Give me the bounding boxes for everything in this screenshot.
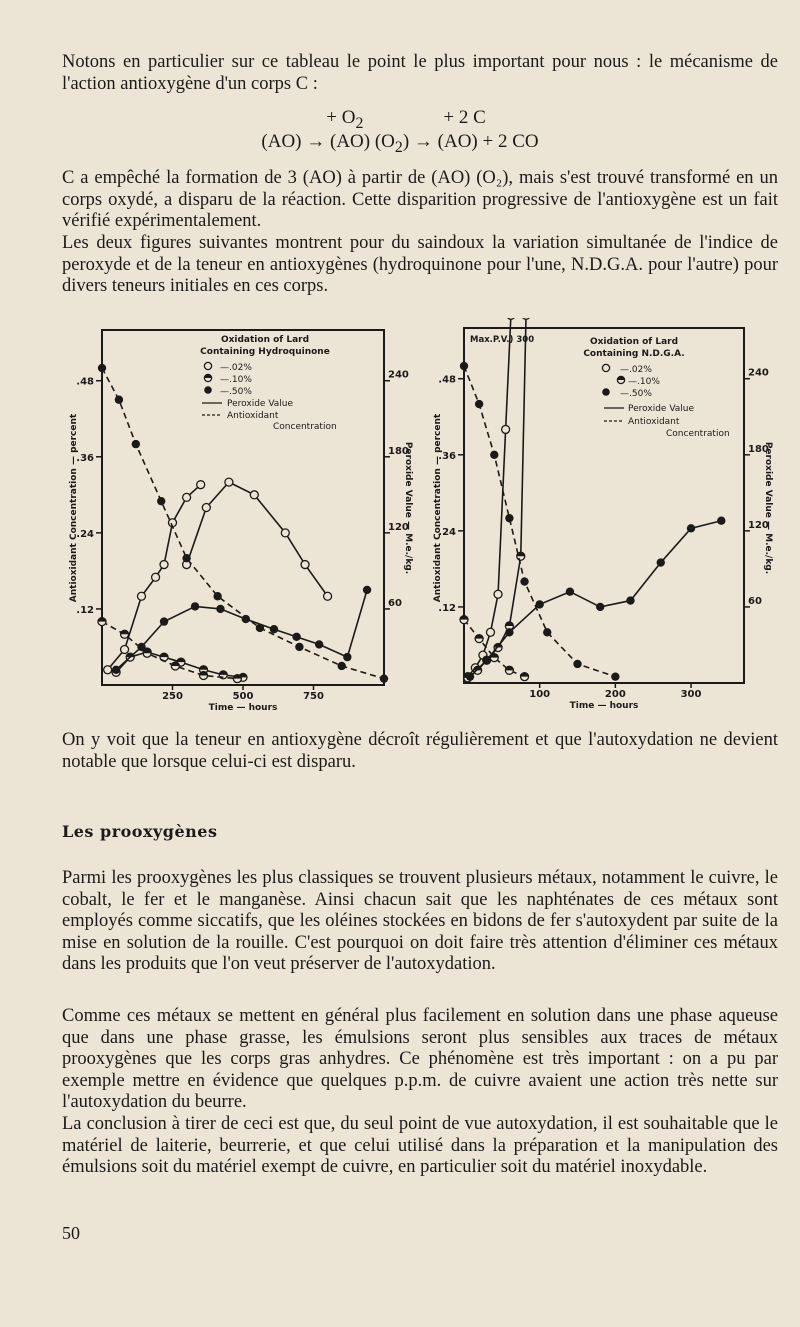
x-axis-label: Time — hours [208, 703, 278, 713]
legend-line-label-2: Concentration [273, 422, 337, 432]
data-point [171, 662, 179, 670]
reagent-carbon: + 2 C [443, 107, 486, 128]
y-left-axis-label: Antioxidant Concentration — percent [433, 413, 443, 603]
data-point [270, 625, 278, 633]
data-point [115, 396, 123, 404]
paragraph-intro: Notons en particulier sur ce tableau le point le plus important pour nous : le mécanisme de l'action antioxygène d'un corps C : [62, 52, 778, 94]
paragraph-prooxygenes: Parmi les prooxygènes les plus classiques se trouvent plusieurs métaux, notamment le cuivre, le cobalt, le fer et le manganèse. Ainsi chacun sait que les naphténates de ces métaux sont employés comme siccatifs, que les oléines stockées en bidons de fer s'autoxydent par suite de la mise en solution de la rouille. C'est pourquoi on doit faire très attention d'éliminer ces métaux dans les produits que l'on veut préserver de l'autoxydation. [62, 868, 778, 974]
y-right-tick-label: 240 [748, 367, 769, 379]
data-point [502, 425, 510, 433]
data-point [121, 646, 129, 654]
reagent-oxygen: + $O_2$ [326, 107, 364, 132]
legend-line-label-1: Antioxidant [628, 417, 680, 427]
data-point [160, 561, 168, 569]
data-point [626, 596, 634, 604]
data-point [301, 561, 309, 569]
data-point [475, 400, 483, 408]
paragraph-explanation: C a empêché la formation de 3 (AO) à partir de (AO) (O₂), mais s'est trouvé transformé en un corps oxydé, a disparu de la réaction. Cette disparition progressive de l'antioxygène est un fait vérifié expérimentalement. [62, 168, 778, 231]
equation-reagents [0, 107, 800, 133]
chart-title: Oxidation of Lard [589, 337, 679, 347]
data-point [566, 588, 574, 596]
data-point [202, 504, 210, 512]
chart-subtitle: Containing Hydroquinone [200, 347, 330, 357]
x-tick-label: 200 [604, 689, 626, 700]
data-point [486, 628, 494, 636]
data-point [191, 602, 199, 610]
x-tick-label: 500 [232, 691, 254, 702]
y-left-tick-label: .36 [438, 450, 456, 462]
data-point [225, 478, 233, 486]
data-point [121, 630, 129, 638]
data-point [490, 451, 498, 459]
data-point [213, 592, 221, 600]
data-point [343, 653, 351, 661]
legend-label-0: —.02% [220, 363, 252, 373]
data-point [324, 592, 332, 600]
data-point [152, 573, 160, 581]
data-point [460, 362, 468, 370]
y-right-tick-label: 180 [748, 443, 769, 455]
y-left-tick-label: .48 [76, 376, 94, 388]
legend-line-label-1: Antioxidant [227, 411, 279, 421]
data-point [200, 671, 208, 679]
data-point [157, 497, 165, 505]
data-point [596, 603, 604, 611]
x-axis-label: Time — hours [569, 701, 639, 711]
data-point [490, 654, 498, 662]
y-right-tick-label: 60 [748, 595, 762, 607]
data-point [380, 674, 388, 682]
data-point [505, 628, 513, 636]
section-heading: Les prooxygènes [62, 822, 218, 841]
chart-title: Oxidation of Lard [220, 335, 310, 345]
y-right-tick-label: 120 [388, 521, 409, 533]
legend-line-label-0: Peroxide Value [628, 404, 695, 414]
x-tick-label: 300 [680, 689, 702, 700]
y-left-tick-label: .48 [438, 374, 456, 386]
data-point [250, 491, 258, 499]
data-point [98, 618, 106, 626]
legend-marker-filled [602, 388, 610, 396]
data-point [522, 318, 530, 319]
data-point [112, 666, 120, 674]
data-point [520, 577, 528, 585]
data-point [216, 605, 224, 613]
y-left-tick-label: .24 [438, 526, 456, 538]
paragraph-figures-intro: Les deux figures suivantes montrent pour du saindoux la variation simultanée de l'indice de peroxyde et de la teneur en antioxygènes (hydroquinone pour l'une, N.D.G.A. pour l'autre) pour divers teneurs initiales en ces corps. [62, 233, 778, 296]
legend-marker-open [204, 362, 211, 369]
y-left-axis-label: Antioxidant Concentration — percent [69, 413, 79, 603]
y-left-tick-label: .36 [76, 452, 94, 464]
x-tick-label: 250 [162, 691, 183, 702]
data-point [132, 440, 140, 448]
y-right-tick-label: 60 [388, 597, 402, 609]
data-point [292, 633, 300, 641]
data-point [611, 672, 619, 680]
series-line-0-2 [116, 590, 367, 670]
data-point [521, 673, 529, 681]
legend-line-label-2: Concentration [666, 429, 730, 439]
chart-subtitle: Containing N.D.G.A. [583, 349, 685, 359]
data-point [295, 643, 303, 651]
data-point [338, 662, 346, 670]
data-point [507, 318, 515, 319]
x-tick-label: 750 [303, 691, 324, 702]
data-point [137, 592, 145, 600]
data-point [687, 524, 695, 532]
chart-ndga [420, 318, 790, 718]
paragraph-conclusion: La conclusion à tirer de ceci est que, du seul point de vue autoxydation, il est souhaitable que le matériel de laiterie, beurrerie, et que celui utilisé dans la préparation et la manipulation des émulsions soit du matériel exempt de cuivre, en particulier soit du matériel inoxydable. [62, 1114, 778, 1177]
legend-marker-open [602, 364, 609, 371]
legend-label-0: —.02% [620, 365, 652, 375]
y-left-tick-label: .24 [76, 528, 94, 540]
data-point [183, 493, 191, 501]
data-point [573, 660, 581, 668]
data-point [104, 666, 112, 674]
legend-marker-filled [204, 386, 212, 394]
chart-hydroquinone [60, 318, 420, 718]
data-point [494, 590, 502, 598]
data-point [505, 666, 513, 674]
y-right-tick-label: 180 [388, 445, 409, 457]
y-right-tick-label: 120 [748, 519, 769, 531]
legend-line-label-0: Peroxide Value [227, 399, 294, 409]
page-number: 50 [62, 1223, 80, 1243]
data-point [717, 517, 725, 525]
y-left-tick-label: .12 [76, 604, 94, 616]
y-right-tick-label: 240 [388, 369, 409, 381]
data-point [197, 481, 205, 489]
data-point [256, 624, 264, 632]
series-line-1-0 [468, 318, 511, 677]
data-point [98, 364, 106, 372]
data-point [281, 529, 289, 537]
legend-label-2: —.50% [620, 389, 652, 399]
data-point [475, 635, 483, 643]
data-point [160, 617, 168, 625]
paragraph-conclusion-figures: On y voit que la teneur en antioxygène décroît régulièrement et que l'autoxydation ne devient notable que lorsque celui-ci est disparu. [62, 730, 778, 772]
data-point [543, 628, 551, 636]
data-point [182, 554, 190, 562]
data-point [233, 675, 241, 683]
equation-main: (AO) → (AO) $(O_2) \to (AO) + 2$ CO [261, 131, 539, 156]
data-point [315, 640, 323, 648]
y-right-axis-label: Peroxide Value — M.e./kg. [763, 441, 773, 575]
series-line-0-3 [187, 482, 328, 596]
max-pv-annotation: Max.P.V.) 300 [470, 335, 535, 345]
legend-label-1: —.10% [628, 377, 660, 387]
data-point [460, 616, 468, 624]
data-point [363, 586, 371, 594]
legend-label-2: —.50% [220, 387, 252, 397]
series-line-1-2 [470, 521, 721, 677]
y-right-axis-label: Peroxide Value — M.e./kg. [403, 441, 413, 575]
data-point [466, 672, 474, 680]
legend-label-1: —.10% [220, 375, 252, 385]
data-point [657, 558, 665, 566]
data-point [143, 649, 151, 657]
y-left-tick-label: .12 [438, 602, 456, 614]
x-tick-label: 100 [529, 689, 551, 700]
data-point [505, 514, 513, 522]
paragraph-emulsions: Comme ces métaux se mettent en général plus facilement en solution dans une phase aqueuse que dans une phase grasse, les émulsions seront plus sensibles aux traces de métaux prooxygènes que les corps gras anhydres. Ce phénomène est très important : on a pu par exemple mettre en évidence que quelques p.p.m. de cuivre avaient une action très nette sur l'autoxydation du beurre. [62, 1006, 778, 1112]
